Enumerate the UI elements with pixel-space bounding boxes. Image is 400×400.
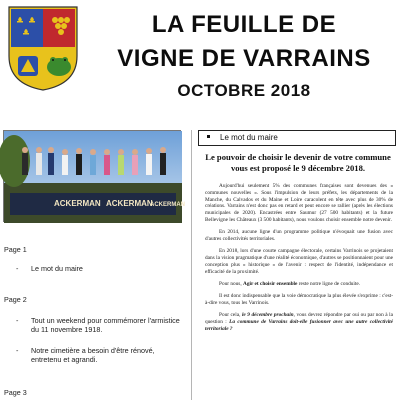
coat-of-arms-icon <box>6 4 80 92</box>
paragraph: Pour cela, le 9 décembre prochain, vous devrez répondre par oui ou par non à la question : La commune de Varrains doit-elle fusionner avec une autre collectivité territoriale ? <box>205 312 393 333</box>
paragraph: En 2014, aucune ligne d'un programme politique n'évoquait une fusion avec d'autres collectivités territoriales. <box>205 229 393 243</box>
banner-text-mid: ACKERMAN <box>106 199 153 208</box>
toc-item-label: Tout un weekend pour commémorer l'armistice du 11 novembre 1918. <box>31 316 180 334</box>
toc-item-label: Notre cimetière a besoin d'être rénové, entretenu et agrandi. <box>31 346 155 364</box>
newsletter-title-line2: VIGNE DE VARRAINS <box>117 45 371 72</box>
toc-page-3: Page 3 <box>4 388 27 397</box>
toc-item: - Tout un weekend pour commémorer l'armistice du 11 novembre 1918. <box>16 316 186 334</box>
bullet-square-icon <box>207 135 210 138</box>
event-photo <box>3 130 185 222</box>
section-header <box>198 130 396 146</box>
banner-text-right: ACKERMAN <box>150 202 185 208</box>
paragraph: Aujourd'hui seulement 5% des communes françaises sont devenues des « communes nouvelles ». Sous l'impulsion de leurs préfets, les départements de la Manche, du Calvados et du Maine et Loire caracolent en tête avec plus de 30% de créations. Varrains n'est donc pas en retard et peut encore se rallier (après les élections municipales de 2020). Encastrées entre Saumur (27 500 habitants) et la future Bellevigne les Châteaux (3 500 habitants), nous voulons choisir ensemble notre devenir. <box>205 183 393 223</box>
toc-page-2: Page 2 <box>4 295 27 304</box>
issue-date: OCTOBRE 2018 <box>177 81 311 100</box>
paragraph: En 2018, lors d'une courte campagne électorale, certains Varrinois se projetaient dans la vision pragmatique d'une réalité économique, d'autres se positionnaient pour une conception plus « historique » de l'avenir : respect de l'identité, indépendance et efficacité de la proximité. <box>205 248 393 275</box>
section-title: Le mot du maire <box>220 133 278 142</box>
article-body <box>205 183 393 338</box>
toc-item-label: Le mot du maire <box>31 264 83 273</box>
column-divider <box>191 130 192 400</box>
toc-item: - Le mot du maire <box>16 264 186 273</box>
newsletter-title-line1: LA FEUILLE DE <box>151 11 337 38</box>
article-headline: Le pouvoir de choisir le devenir de votre commune vous est proposé le 9 décembre 2018. <box>205 152 391 173</box>
paragraph: Il est donc indispensable que la voie démocratique la plus élevée s'exprime : c'est-à-dire vous, tous les Varrinois. <box>205 293 393 307</box>
toc-item: - Notre cimetière a besoin d'être rénové, entretenu et agrandi. <box>16 346 186 364</box>
toc-page-1: Page 1 <box>4 245 27 254</box>
masthead <box>90 10 398 102</box>
banner-text-left: ACKERMAN <box>54 199 101 208</box>
paragraph: Pour nous, Agir et choisir ensemble reste notre ligne de conduite. <box>219 281 361 288</box>
